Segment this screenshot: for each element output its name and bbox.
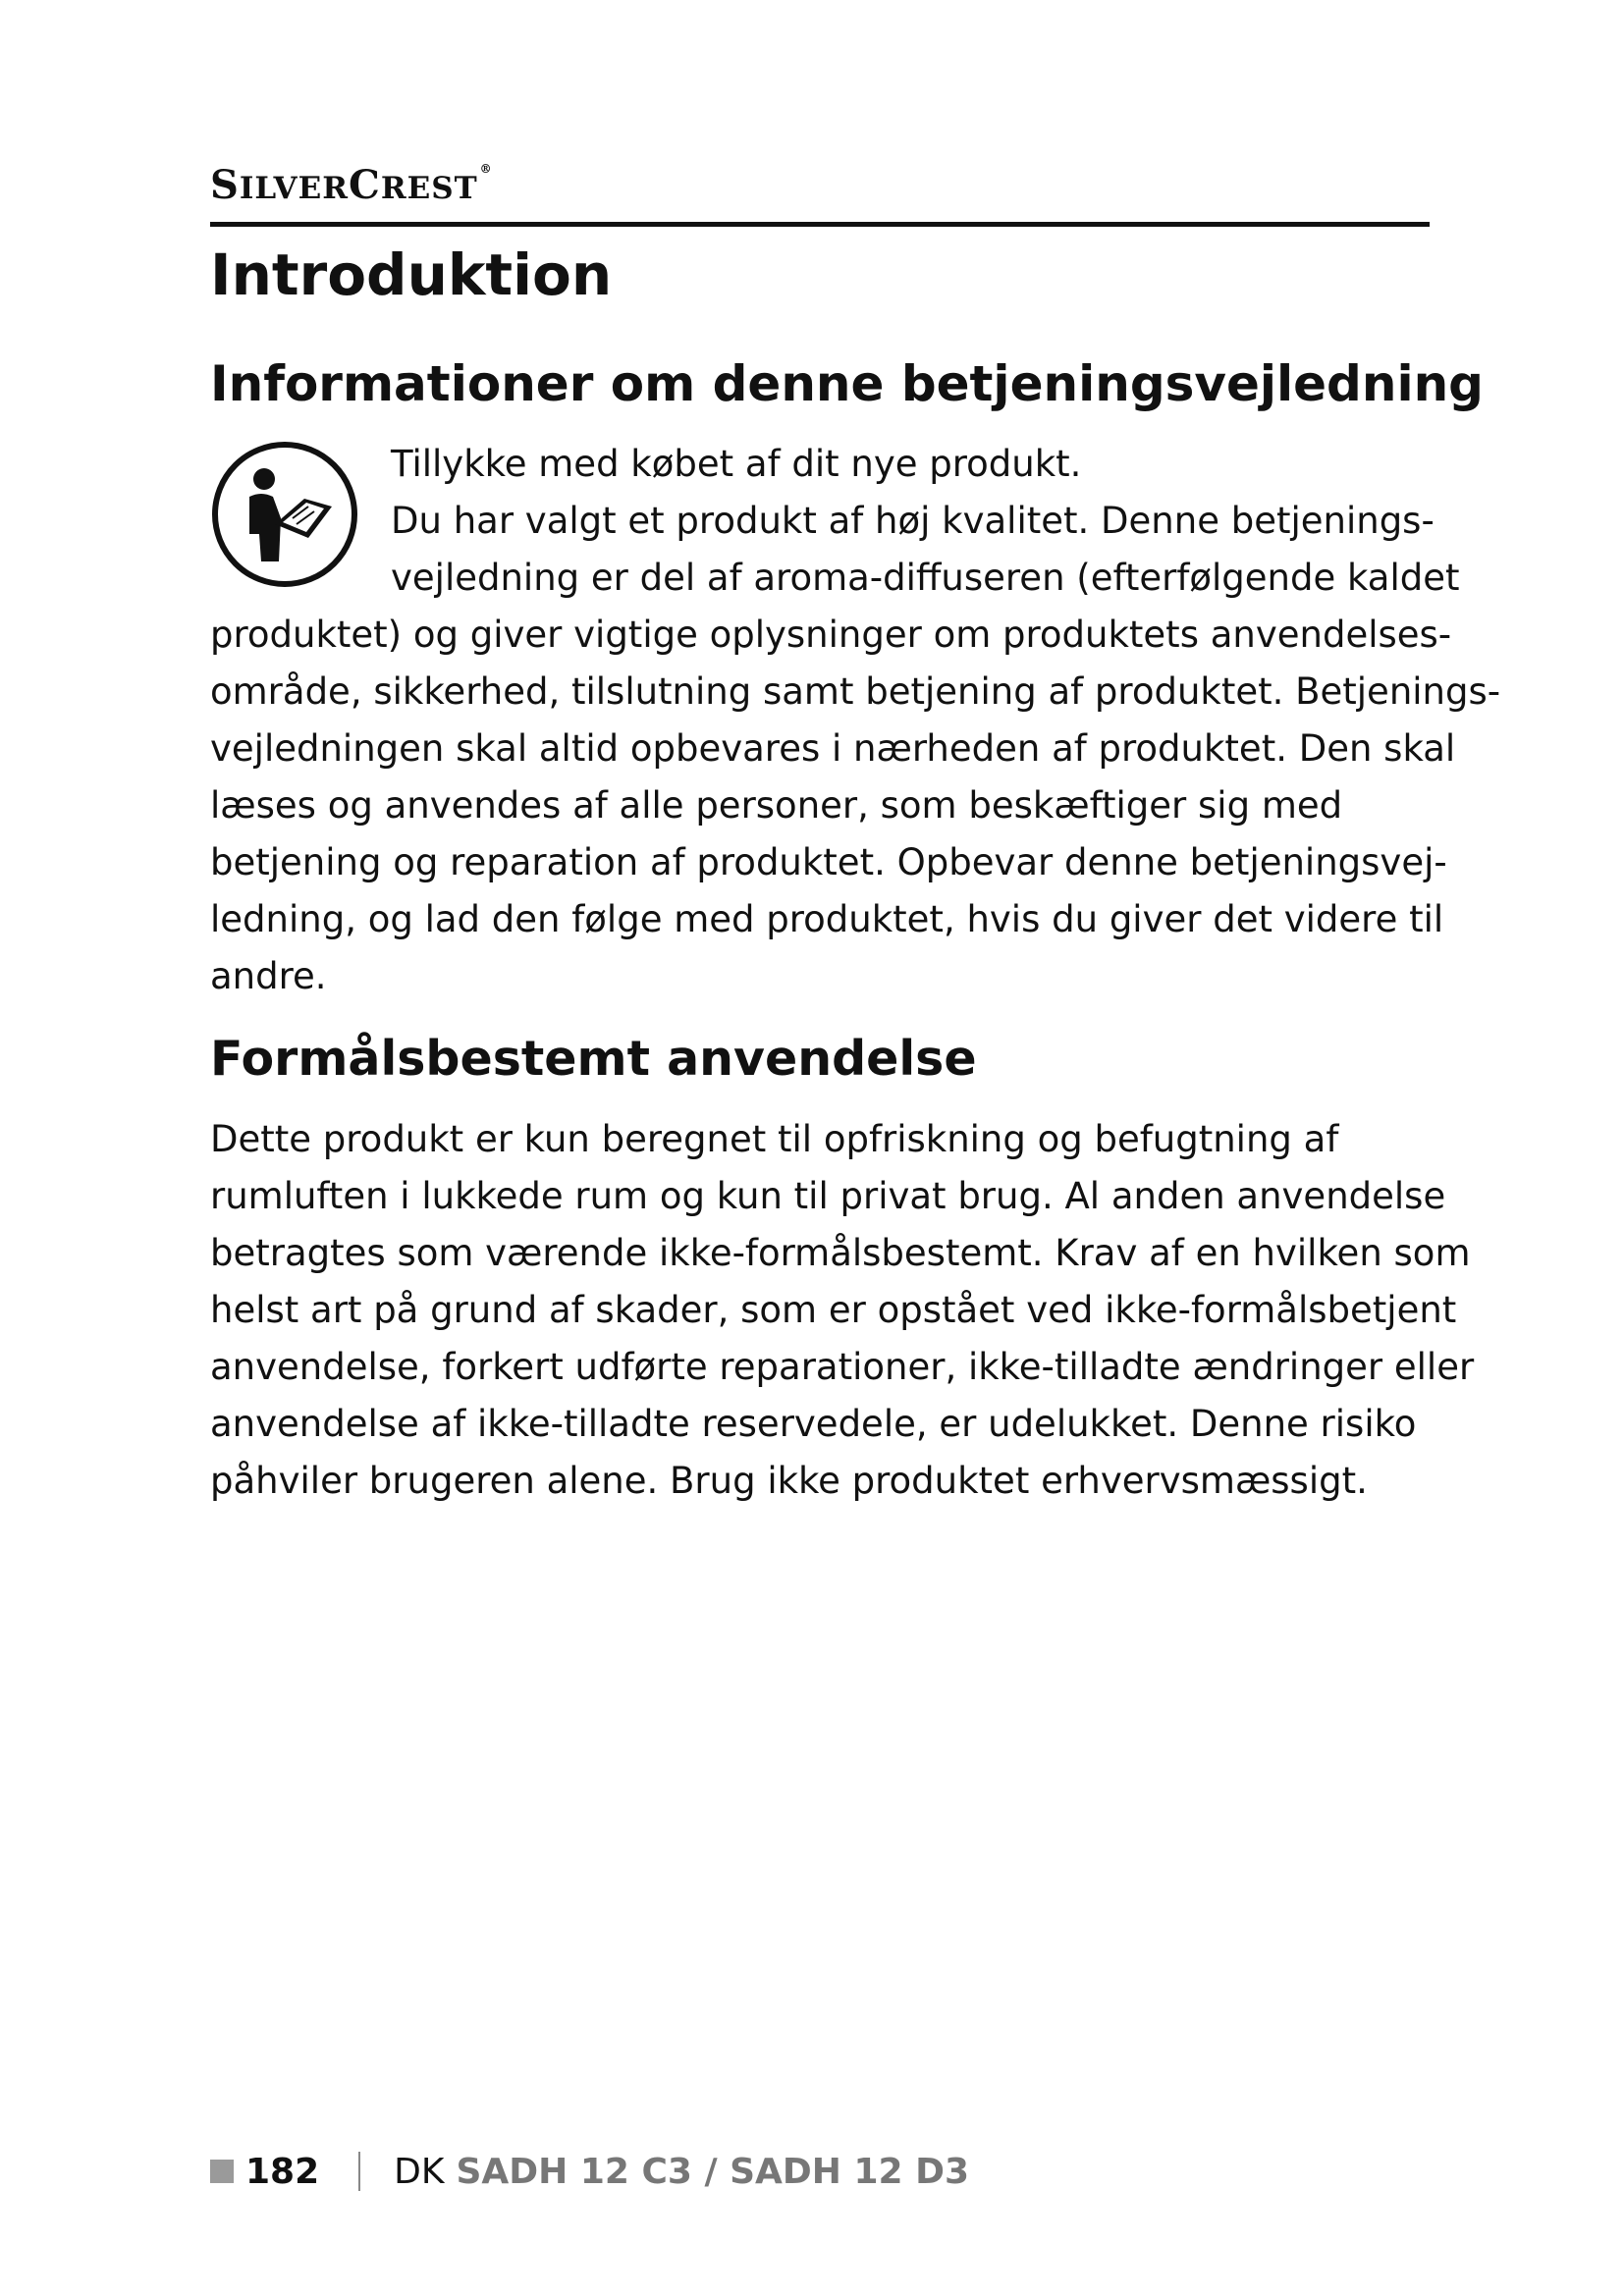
text-line: Tillykke med købet af dit nye produkt. — [391, 443, 1082, 485]
text-line: rumluften i lukkede rum og kun til privat brug. Al anden anvendelse — [210, 1175, 1446, 1217]
intended-use-paragraph — [210, 1111, 1474, 1510]
footer-divider — [358, 2152, 360, 2191]
language-code: DK — [394, 2151, 445, 2192]
text-line: andre. — [210, 955, 327, 997]
page-footer — [210, 2150, 969, 2193]
brand-logo: SILVERCREST® — [210, 162, 493, 208]
intro-paragraph — [391, 436, 1459, 607]
text-line: helst art på grund af skader, som er opstået ved ikke-formålsbetjent — [210, 1289, 1457, 1331]
manual-info-paragraph — [210, 607, 1500, 1005]
text-line: ledning, og lad den følge med produktet, hvis du giver det videre til — [210, 898, 1444, 940]
footer-square-icon — [210, 2160, 234, 2183]
section-heading-manual-info: Informationer om denne betjeningsvejledning — [210, 355, 1484, 412]
section-heading-intended-use: Formålsbestemt anvendelse — [210, 1031, 977, 1087]
text-line: Du har valgt et produkt af høj kvalitet. Denne betjenings- — [391, 500, 1435, 542]
text-line: betjening og reparation af produktet. Opbevar denne betjeningsvej- — [210, 841, 1447, 883]
text-line: område, sikkerhed, tilslutning samt betjening af produktet. Betjenings- — [210, 670, 1501, 713]
text-line: anvendelse, forkert udførte reparationer, ikke-tilladte ændringer eller — [210, 1346, 1475, 1388]
model-number: SADH 12 C3 / SADH 12 D3 — [456, 2151, 970, 2192]
text-line: påhviler brugeren alene. Brug ikke produktet erhvervsmæssigt. — [210, 1460, 1368, 1502]
text-line: produktet) og giver vigtige oplysninger om produktets anvendelses- — [210, 614, 1452, 656]
text-line: læses og anvendes af alle personer, som beskæftiger sig med — [210, 784, 1343, 827]
text-line: vejledningen skal altid opbevares i nærheden af produktet. Den skal — [210, 727, 1456, 770]
page-number: 182 — [245, 2151, 320, 2192]
text-line: vejledning er del af aroma-diffuseren (efterfølgende kaldet — [391, 557, 1460, 599]
header-rule — [210, 222, 1430, 227]
read-manual-icon — [210, 440, 359, 589]
text-line: Dette produkt er kun beregnet til opfriskning og befugtning af — [210, 1118, 1339, 1160]
text-line: anvendelse af ikke-tilladte reservedele, er udelukket. Denne risiko — [210, 1403, 1417, 1445]
text-line: betragtes som værende ikke-formålsbestemt. Krav af en hvilken som — [210, 1232, 1471, 1274]
page-title: Introduktion — [210, 241, 613, 308]
